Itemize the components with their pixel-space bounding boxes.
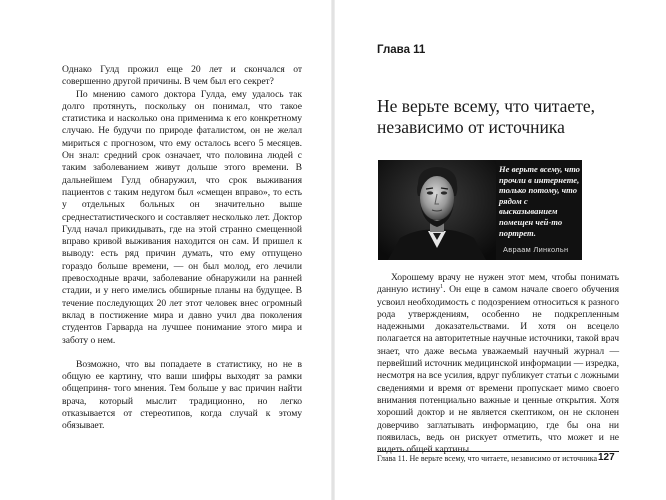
running-head: Глава 11. Не верьте всему, что читаете, независимо от источника <box>377 454 598 463</box>
left-paragraph-3: Возможно, что вы попадаете в статистику, но не в общую ее картину, что ваши шифры выходят за рамки общеприня- того мнения. Тем больше у вас причин найти врача, который мыслит традиционно, но легко отказывается от стереотипов, когда случай к этому обязывает. <box>62 358 302 432</box>
left-paragraph-2: По мнению самого доктора Гулда, ему удалось так долго протянуть, поскольку он понимал, что такое статистика и насколько она применима к его конкретному случаю. Не будучи по природе фаталистом, он не желал мириться с прогнозом, что ему осталось всего 5 месяцев. Он знал: средний срок означает, что половина людей с таким заболеванием живут дольше этого времени. В дальнейшем Гулд обнаружил, что срок выживания пациентов с таким недугом был «смещен вправо», то есть у отдельных больных он значительно выше среднестатистического и составляет несколько лет. Доктор Гулд начал прикидывать, где на этой странно смещенной вправо кривой выживания находится он сам. И пришел к выводу: есть ряд причин думать, что ему отпущено гораздо больше времени, — он был молод, его лечили превосходные врачи, заболевание обнаружили на ранней стадии, и у него имелись обширные планы на будущее. В течение последующих 20 лет этот человек внес огромный вклад в постижение мира и давно учил два поколения студентов Гарварда на лучшее понимание этого мира и заботу о нем. <box>62 88 302 346</box>
chapter-title: Не верьте всему, что читаете, независимо от источника <box>377 95 595 137</box>
quote-meme-image <box>378 160 582 260</box>
page-number: 127 <box>598 452 615 463</box>
body-text-start: Хорошему врачу не нужен этот мем, чтобы понимать данную истину <box>377 272 619 296</box>
right-paragraph-1 <box>377 272 619 456</box>
left-page-text <box>62 64 302 433</box>
chapter-label: Глава 11 <box>377 44 426 56</box>
body-text-rest: . Он еще в самом начале своего обучения усвоил необходимость с подозрением относиться к разного рода утверждениям, особенно не подкрепленным надежными доказательствами. И хотя он всецело полагается на авторитетные научные источники, такой врач знает, что даже весьма уважаемый научный журнал — первейший источник медицинской информации — изредка, несмотря на все усилия, вдруг публикует статьи с ложными сведениями и время от времени пропускает мимо своего внимания потенциально важные и ценные открытия. Хотя хороший доктор и не является скептиком, он не склонен доверчиво заглатывать информацию, где бы она ни появилась, ведь он рискует отметить, что может и не видеть общей картины. <box>377 284 619 456</box>
footer-rule <box>377 451 619 452</box>
footnote-mark: 1 <box>440 284 444 291</box>
lincoln-portrait-image <box>378 160 496 260</box>
quote-text: Не верьте всему, что прочли в интернете, только потому, что рядом с высказыванием помещен чей-то портрет. <box>499 164 580 238</box>
left-paragraph-1: Однако Гулд прожил еще 20 лет и скончался от совершенно другой причины. В чем был его секрет? <box>62 64 302 88</box>
right-page-text <box>377 272 619 456</box>
quote-author: Авраам Линкольн <box>503 245 569 254</box>
